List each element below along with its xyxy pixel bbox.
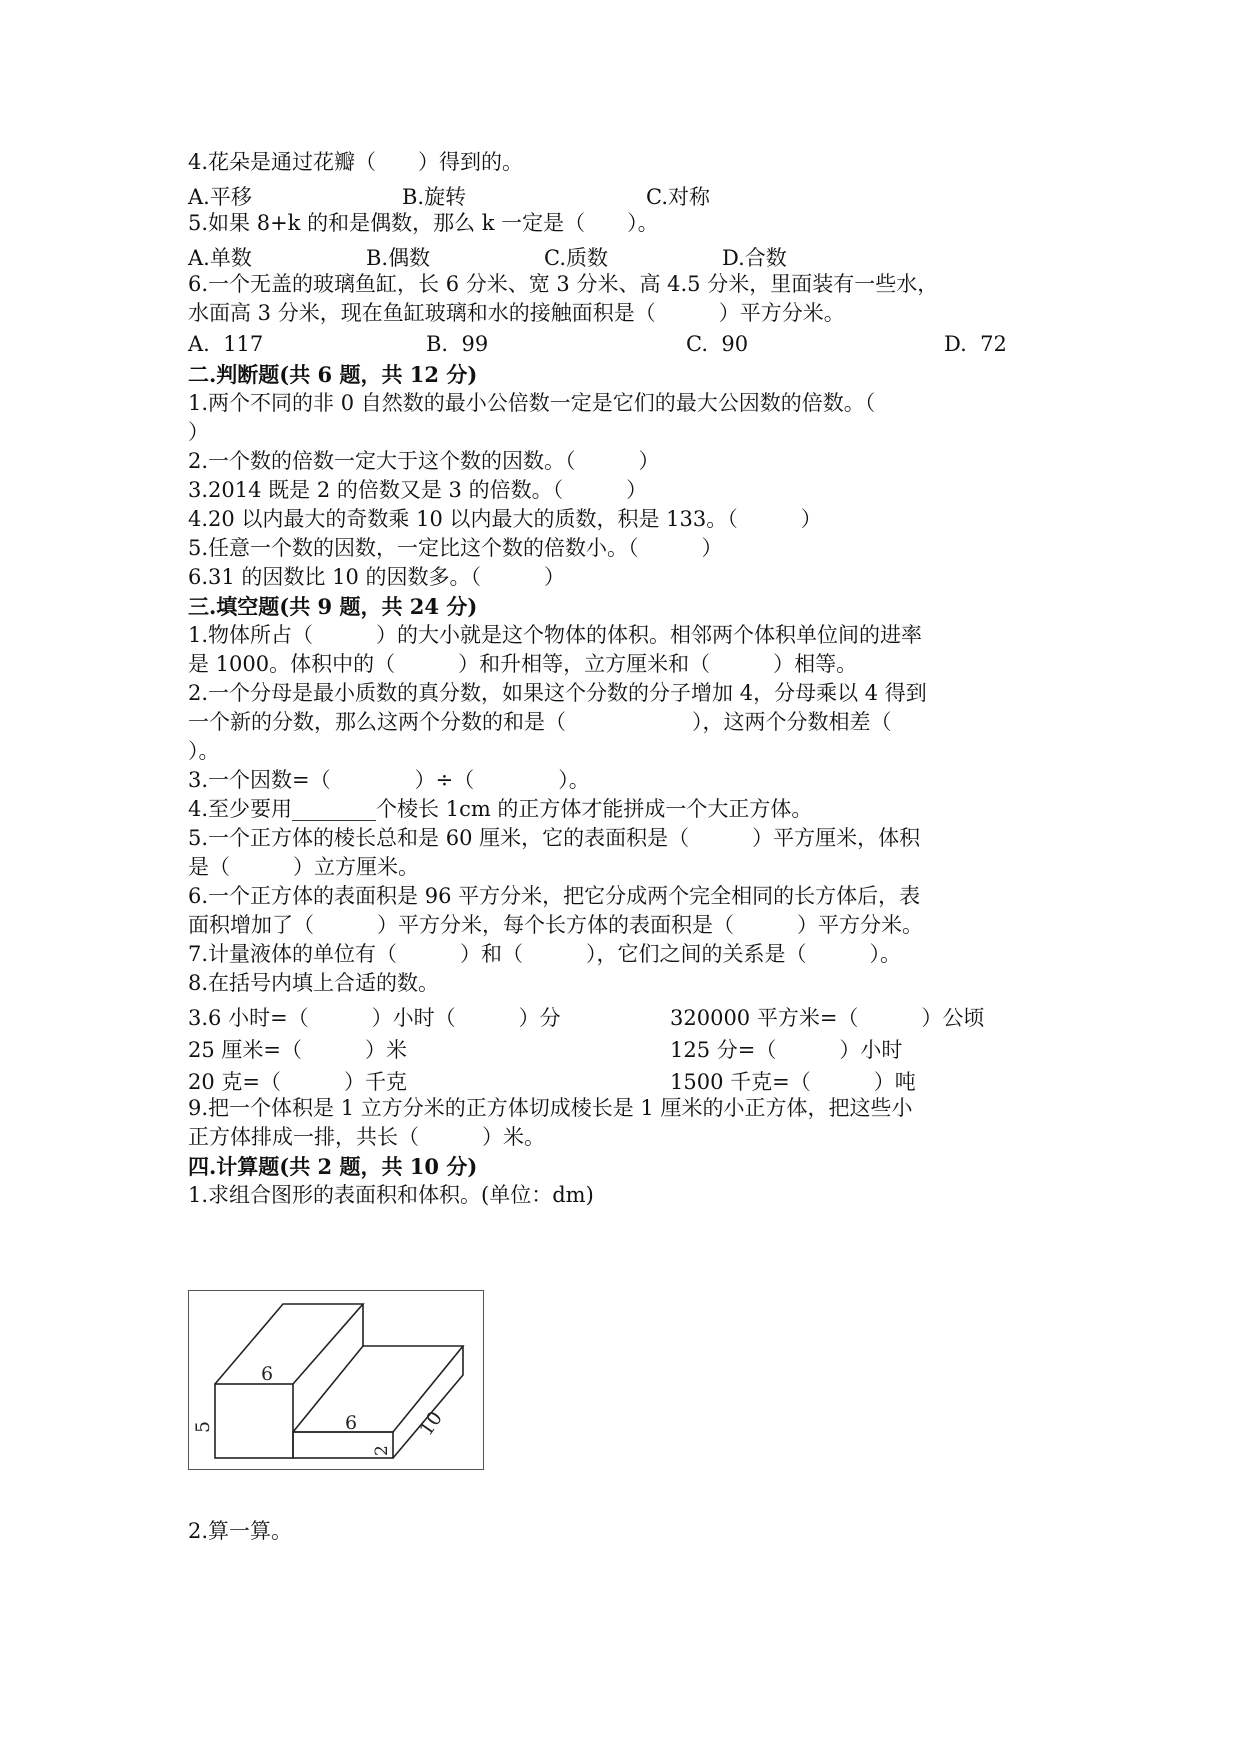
- option-b: B.偶数: [366, 246, 431, 270]
- judge-line: 6.31 的因数比 10 的因数多。（ ）: [188, 565, 566, 589]
- fill-line: 2.一个分母是最小质数的真分数，如果这个分数的分子增加 4，分母乘以 4 得到: [188, 681, 927, 705]
- question-4-options: [188, 177, 1068, 209]
- question-6-stem-line-2: 水面高 3 分米，现在鱼缸玻璃和水的接触面积是（ ）平方分米。: [188, 301, 845, 325]
- label-top-6: 6: [261, 1363, 274, 1385]
- option-d: D.合数: [722, 246, 787, 270]
- fill-line: 1.物体所占（ ）的大小就是这个物体的体积。相邻两个体积单位间的进率: [188, 623, 923, 647]
- fill-q9-line-1: 9.把一个体积是 1 立方分米的正方体切成棱长是 1 厘米的小正方体，把这些小: [188, 1096, 913, 1120]
- conversion-right: 1500 千克=（ ）吨: [670, 1070, 916, 1094]
- fill-line: ）。: [188, 739, 220, 763]
- judge-line: 2.一个数的倍数一定大于这个数的因数。（ ）: [188, 449, 660, 473]
- exam-page: [188, 148, 1068, 1210]
- calc-q2: 2.算一算。: [188, 1519, 293, 1543]
- question-6-options: [188, 328, 1068, 360]
- option-d: D. 72: [944, 332, 1007, 356]
- option-c: C.对称: [646, 185, 710, 209]
- fill-line: 6.一个正方体的表面积是 96 平方分米，把它分成两个完全相同的长方体后，表: [188, 884, 921, 908]
- judge-line: 3.2014 既是 2 的倍数又是 3 的倍数。（ ）: [188, 478, 648, 502]
- label-height-2: 2: [372, 1445, 392, 1456]
- question-6-stem-line-1: 6.一个无盖的玻璃鱼缸，长 6 分米、宽 3 分米、高 4.5 分米，里面装有一些水，: [188, 272, 939, 296]
- solid-drawing: [189, 1291, 483, 1469]
- label-mid-6: 6: [345, 1412, 358, 1434]
- option-b: B. 99: [426, 332, 489, 356]
- option-a: A. 117: [188, 332, 264, 356]
- conversion-left: 3.6 小时=（ ）小时（ ）分: [188, 1006, 561, 1030]
- question-5-options: [188, 238, 1068, 270]
- judge-line: 4.20 以内最大的奇数乘 10 以内最大的质数，积是 133。（ ）: [188, 507, 822, 531]
- label-height-5: 5: [192, 1420, 214, 1433]
- fill-line: 是 1000。体积中的（ ）和升相等，立方厘米和（ ）相等。: [188, 652, 858, 676]
- fill-line: 一个新的分数，那么这两个分数的和是（ ），这两个分数相差（: [188, 710, 892, 734]
- judge-line: 1.两个不同的非 0 自然数的最小公倍数一定是它们的最大公因数的倍数。（: [188, 391, 876, 415]
- fill-line: 8.在括号内填上合适的数。: [188, 971, 440, 995]
- fill-line: 5.一个正方体的棱长总和是 60 厘米，它的表面积是（ ）平方厘米，体积: [188, 826, 921, 850]
- fill-line: 面积增加了（ ）平方分米，每个长方体的表面积是（ ）平方分米。: [188, 913, 923, 937]
- composite-solid-figure: [188, 1290, 484, 1470]
- conversion-left: 25 厘米=（ ）米: [188, 1038, 407, 1062]
- option-c: C. 90: [686, 332, 749, 356]
- fill-line: 是（ ）立方厘米。: [188, 855, 419, 879]
- fill-line: 7.计量液体的单位有（ ）和（ ），它们之间的关系是（ ）。: [188, 942, 902, 966]
- judge-line: ）: [188, 420, 209, 444]
- conversion-right: 320000 平方米=（ ）公顷: [670, 1006, 985, 1030]
- label-depth-10: 10: [415, 1407, 447, 1440]
- calc-q1: 1.求组合图形的表面积和体积。(单位：dm): [188, 1183, 594, 1207]
- conversion-right: 125 分=（ ）小时: [670, 1038, 903, 1062]
- judge-line: 5.任意一个数的因数，一定比这个数的倍数小。（ ）: [188, 536, 723, 560]
- fill-line: 3.一个因数=（ ）÷（ ）。: [188, 768, 590, 792]
- fill-line: 4.至少要用________个棱长 1cm 的正方体才能拼成一个大正方体。: [188, 797, 813, 821]
- section-3-title: 三.填空题(共 9 题，共 24 分): [188, 594, 478, 619]
- option-a: A.平移: [188, 185, 252, 209]
- option-a: A.单数: [188, 246, 252, 270]
- question-5-stem: 5.如果 8+k 的和是偶数，那么 k 一定是（ ）。: [188, 211, 659, 235]
- option-c: C.质数: [544, 246, 608, 270]
- question-4-stem: 4.花朵是通过花瓣（ ）得到的。: [188, 150, 524, 174]
- option-b: B.旋转: [402, 185, 467, 209]
- conversion-row: [188, 998, 1068, 1030]
- section-2-title: 二.判断题(共 6 题，共 12 分): [188, 362, 478, 387]
- fill-q9-line-2: 正方体排成一排，共长（ ）米。: [188, 1125, 545, 1149]
- section-4-title: 四.计算题(共 2 题，共 10 分): [188, 1154, 478, 1179]
- conversion-row: [188, 1030, 1068, 1062]
- conversion-left: 20 克=（ ）千克: [188, 1070, 407, 1094]
- conversion-row: [188, 1062, 1068, 1094]
